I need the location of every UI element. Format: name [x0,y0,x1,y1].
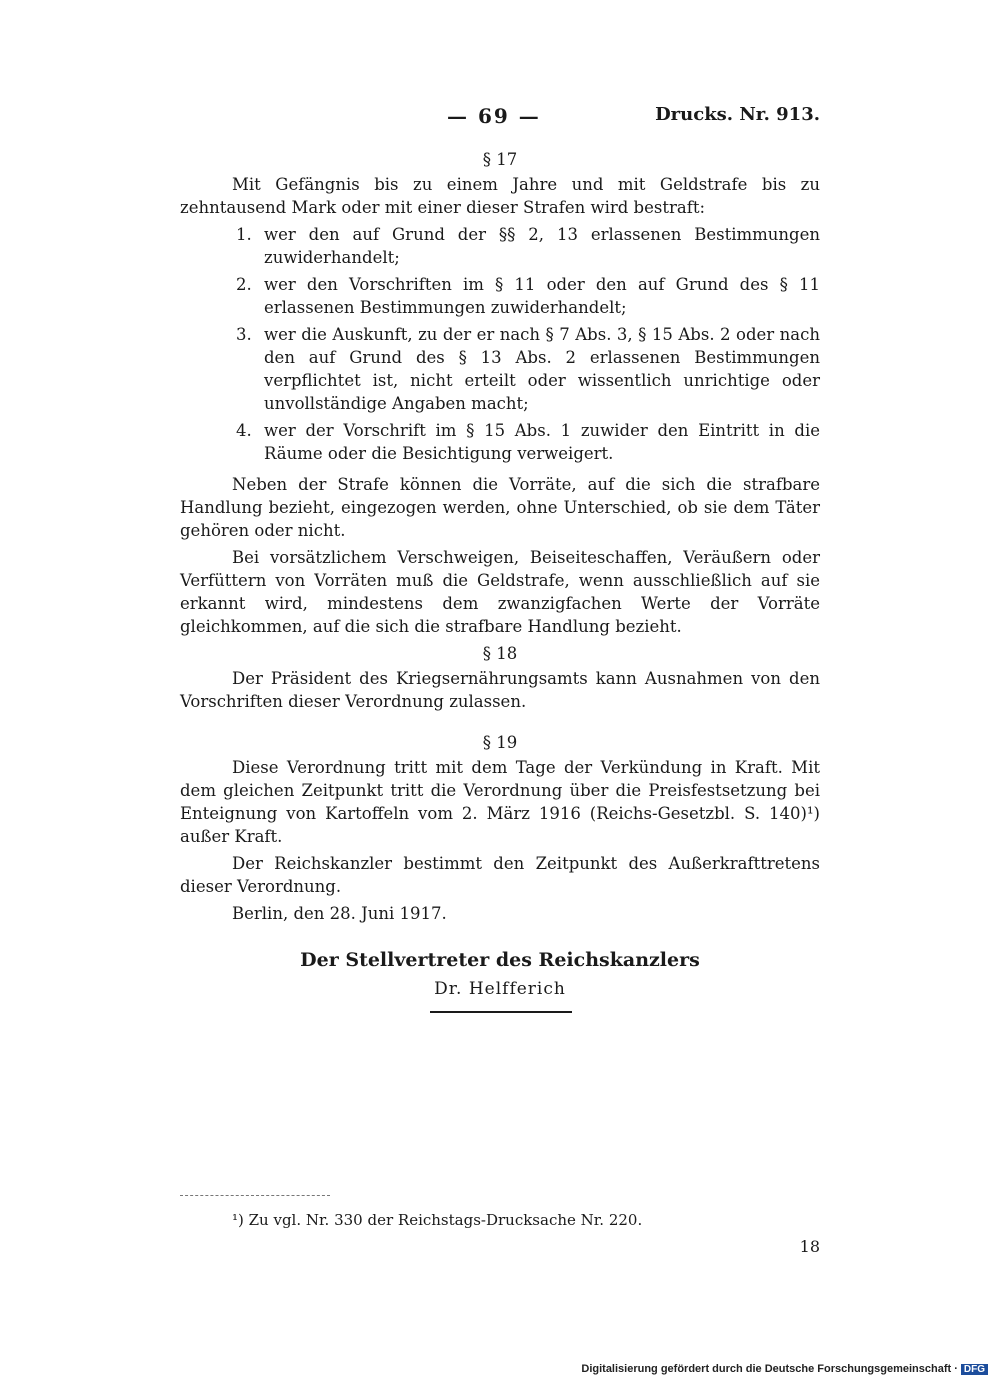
section-heading-19: § 19 [482,733,518,752]
section-18-paragraph: Der Präsident des Kriegsernährungsamts kann Ausnahmen von den Vorschriften dieser Verordnung zulassen. [180,669,820,711]
drucksache-number: Drucks. Nr. 913. [655,104,820,125]
signature-block [180,949,820,1001]
digitization-text: Digitalisierung gefördert durch die Deutsche Forschungsgemeinschaft · [581,1363,958,1375]
list-item-number: 2. [236,275,252,294]
list-item [180,273,820,319]
list-item [180,419,820,465]
list-item-number: 3. [236,325,252,344]
dfg-logo-icon: DFG [961,1364,988,1375]
list-item-number: 4. [236,421,252,440]
body-text [180,148,820,1001]
footnote-divider [180,1195,330,1196]
section-17-paragraph-2: Neben der Strafe können die Vorräte, auf die sich die strafbare Handlung bezieht, eingezogen werden, ohne Unterschied, ob sie dem Täter gehören oder nicht. [180,475,820,540]
place-date: Berlin, den 28. Juni 1917. [232,904,447,923]
list-item [180,223,820,269]
signature-name: Dr. Helfferich [434,979,566,999]
section-heading-18: § 18 [482,644,518,663]
list-item [180,323,820,415]
sheet-mark: 18 [799,1237,820,1256]
section-17-list [180,223,820,465]
section-17-paragraph-3: Bei vorsätzlichem Verschweigen, Beiseiteschaffen, Veräußern oder Verfüttern von Vorräten muß die Geldstrafe, wenn ausschließlich auf sie erkannt wird, mindestens dem zwanzigfachen Werte der Vorräte gleichkommen, auf die sich die strafbare Handlung bezieht. [180,548,820,636]
section-heading-17: § 17 [482,150,518,169]
list-item-text: wer der Vorschrift im § 15 Abs. 1 zuwider den Eintritt in die Räume oder die Besichtigung verweigert. [264,421,820,463]
section-19-paragraph-1: Diese Verordnung tritt mit dem Tage der Verkündung in Kraft. Mit dem gleichen Zeitpunkt tritt die Verordnung über die Preisfestsetzung bei Enteignung von Kartoffeln vom 2. März 1916 (Reichs-Gesetzbl. S. 140)¹) außer Kraft. [180,758,820,846]
section-17-intro: Mit Gefängnis bis zu einem Jahre und mit Geldstrafe bis zu zehntausend Mark oder mit einer dieser Strafen wird bestraft: [180,175,820,217]
digitization-credit [581,1363,988,1375]
list-item-text: wer den Vorschriften im § 11 oder den auf Grund des § 11 erlassenen Bestimmungen zuwiderhandelt; [264,275,820,317]
closing-rule [430,1011,572,1013]
list-item-text: wer den auf Grund der §§ 2, 13 erlassenen Bestimmungen zuwiderhandelt; [264,225,820,267]
footnote: ¹) Zu vgl. Nr. 330 der Reichstags-Drucksache Nr. 220. [232,1211,643,1229]
page-header [0,104,1000,130]
section-19-paragraph-2: Der Reichskanzler bestimmt den Zeitpunkt des Außerkrafttretens dieser Verordnung. [180,854,820,896]
list-item-text: wer die Auskunft, zu der er nach § 7 Abs. 3, § 15 Abs. 2 oder nach den auf Grund des § 13 Abs. 2 erlassenen Bestimmungen verpflichtet ist, nicht erteilt oder wissentlich unrichtige oder unvollständige Angaben macht; [264,325,820,413]
signature-title: Der Stellvertreter des Reichskanzlers [300,949,700,971]
list-item-number: 1. [236,225,252,244]
page-number: — 69 — [447,104,541,128]
